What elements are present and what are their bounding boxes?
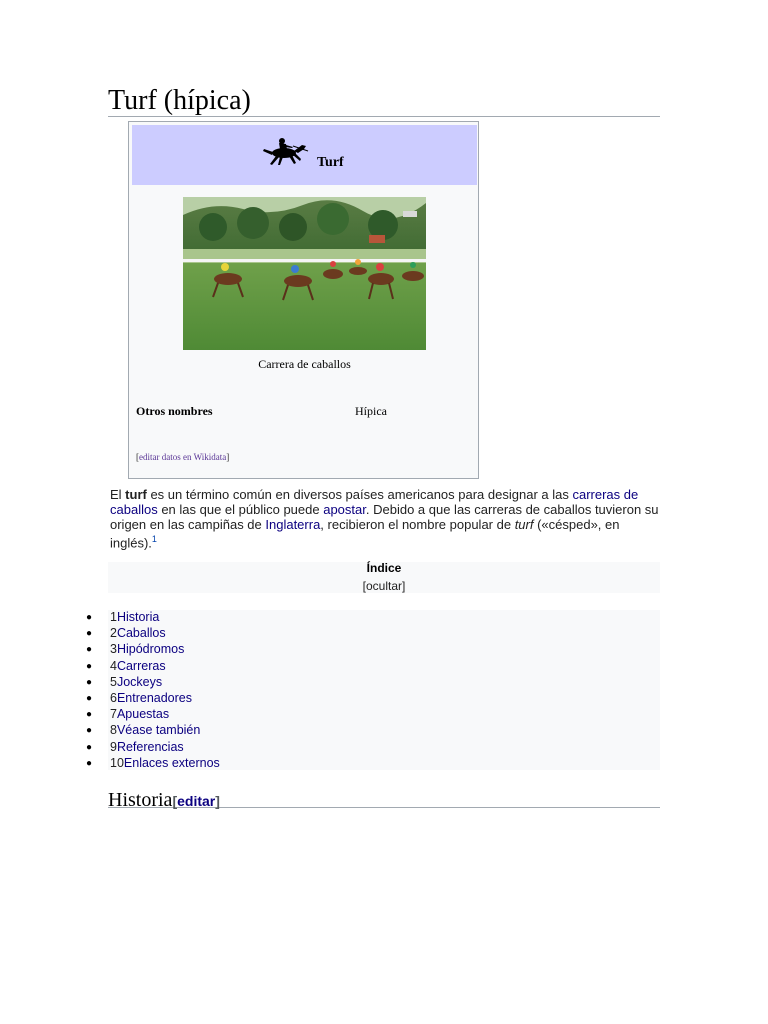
toc-toggle[interactable]: [ocultar] — [362, 579, 406, 593]
toc-item[interactable]: ● 10Enlaces externos — [86, 755, 220, 770]
toc-title: Índice — [366, 561, 402, 575]
bullet-icon: ● — [86, 692, 93, 704]
infobox-row-value: Hípica — [355, 404, 387, 418]
toc-item[interactable]: ● 6Entrenadores — [86, 690, 193, 705]
bullet-icon: ● — [86, 725, 93, 737]
link-apostar[interactable]: apostar — [323, 502, 366, 517]
infobox-header — [132, 125, 477, 185]
intro-paragraph: El turf es un término común en diversos países americanos para designar a las carreras de caballos en las que el público puede apostar. Debido a que las carreras de caballos tuvieron su origen en las campiñas de Inglaterra, recibieron el nombre popular de turf («césped», en inglés).$^1$ — [110, 487, 659, 551]
bullet-icon: ● — [86, 660, 93, 672]
bullet-icon: ● — [86, 612, 93, 623]
infobox-title: Turf — [317, 155, 344, 170]
link-carreras-de-caballos[interactable]: carreras de caballos — [110, 487, 639, 517]
image-caption: Carrera de caballos — [258, 357, 351, 371]
page-title: Turf (hípica) — [108, 84, 660, 117]
horse-race-image — [183, 197, 426, 350]
toc-header — [108, 562, 660, 593]
section-edit-link[interactable]: editar — [177, 793, 216, 809]
toc-item[interactable]: ● 1Historia — [86, 610, 160, 624]
bullet-icon: ● — [86, 644, 93, 656]
wikidata-edit-link[interactable]: editar datos en Wikidata — [139, 452, 227, 462]
bullet-icon: ● — [86, 757, 93, 769]
toc-item[interactable]: ● 2Caballos — [86, 626, 166, 641]
toc-item[interactable]: ● 9Referencias — [86, 739, 184, 754]
section-title: Historia — [108, 789, 173, 811]
race-photo[interactable] — [183, 197, 426, 350]
section-edit: [editar] — [172, 793, 220, 809]
infobox-row-label: Otros nombres — [136, 404, 213, 418]
bullet-icon: ● — [86, 628, 93, 640]
term-bold: turf — [125, 487, 147, 502]
toc-item[interactable]: ● 8Véase también — [86, 723, 201, 738]
wikidata-edit: [editar datos en Wikidata] — [136, 452, 230, 462]
toc-item[interactable]: ● 4Carreras — [86, 658, 166, 673]
infobox — [128, 121, 479, 479]
toc-list — [86, 610, 660, 770]
horse-racing-icon — [260, 135, 312, 167]
toc-item[interactable]: ● 7Apuestas — [86, 707, 170, 722]
link-inglaterra[interactable]: Inglaterra — [265, 517, 321, 532]
toc-item[interactable]: ● 5Jockeys — [86, 674, 163, 689]
bullet-icon: ● — [86, 709, 93, 721]
section-heading-historia — [108, 785, 660, 811]
bullet-icon: ● — [86, 676, 93, 688]
reference-link[interactable]: 1 — [151, 534, 157, 544]
toc-item[interactable]: ● 3Hipódromos — [86, 642, 185, 657]
bullet-icon: ● — [86, 741, 93, 753]
